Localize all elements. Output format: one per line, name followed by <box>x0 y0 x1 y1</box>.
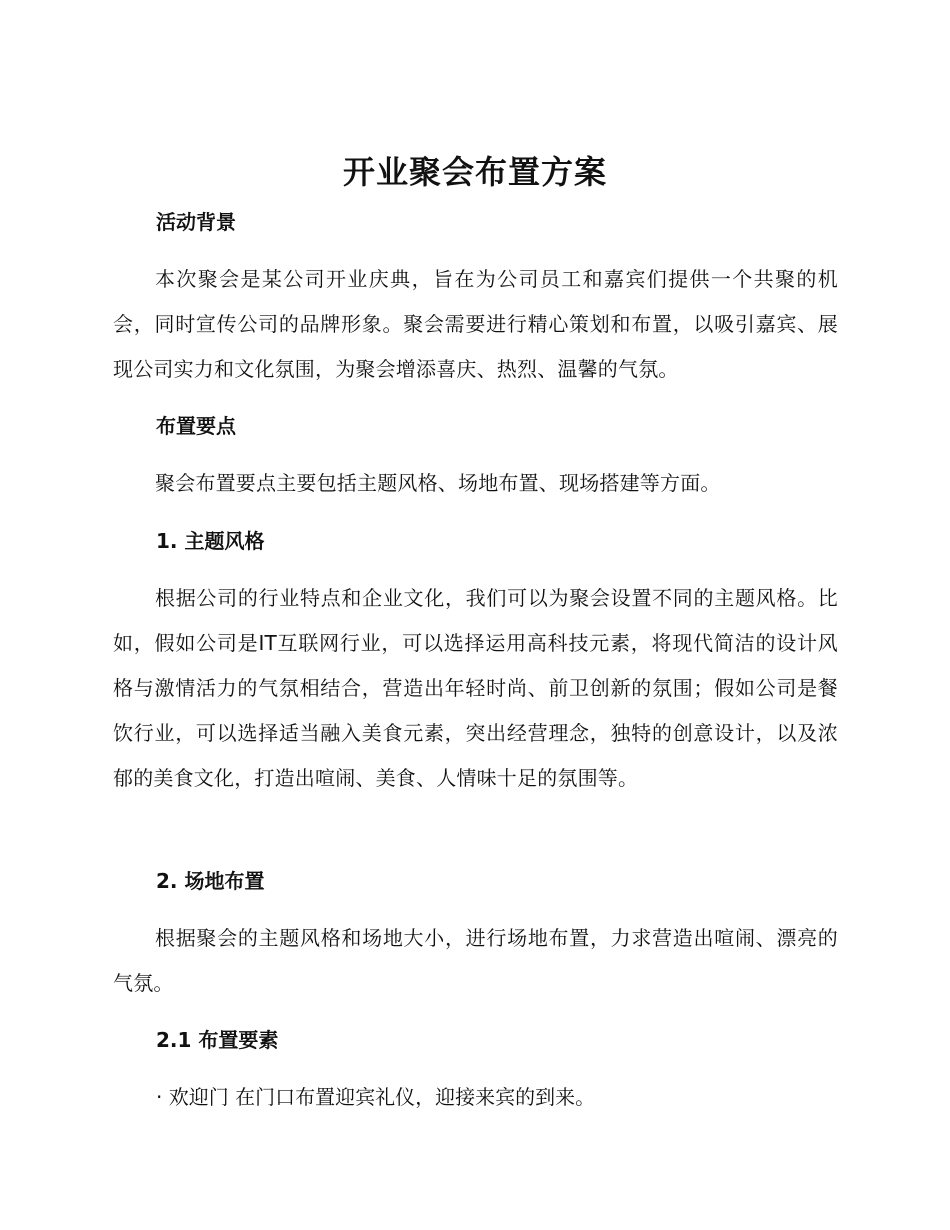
section-heading-background: 活动背景 <box>156 210 236 234</box>
paragraph-background: 本次聚会是某公司开业庆典，旨在为公司员工和嘉宾们提供一个共聚的机会，同时宣传公司的品牌形象。聚会需要进行精心策划和布置，以吸引嘉宾、展现公司实力和文化氛围，为聚会增添喜庆、热烈、温馨的气氛。 <box>113 267 838 381</box>
paragraph-key-points: 聚会布置要点主要包括主题风格、场地布置、现场搭建等方面。 <box>155 471 721 495</box>
section-heading-key-points: 布置要点 <box>156 414 236 438</box>
paragraph-venue: 根据聚会的主题风格和场地大小，进行场地布置，力求营造出喧闹、漂亮的气氛。 <box>113 926 838 995</box>
paragraph-theme: 根据公司的行业特点和企业文化，我们可以为聚会设置不同的主题风格。比如，假如公司是IT互联网行业，可以选择运用高科技元素，将现代简洁的设计风格与激情活力的气氛相结合，营造出年轻时尚、前卫创新的氛围；假如公司是餐饮行业，可以选择适当融入美食元素，突出经营理念，独特的创意设计，以及浓郁的美食文化，打造出喧闹、美食、人情味十足的氛围等。 <box>113 586 838 790</box>
section-heading-theme: 1. 主题风格 <box>156 529 265 553</box>
section-heading-venue: 2. 场地布置 <box>156 869 265 893</box>
page-title: 开业聚会布置方案 <box>342 153 607 191</box>
section-heading-elements: 2.1 布置要素 <box>156 1028 279 1052</box>
list-item-welcome-gate: · 欢迎门 在门口布置迎宾礼仪，迎接来宾的到来。 <box>156 1085 596 1109</box>
